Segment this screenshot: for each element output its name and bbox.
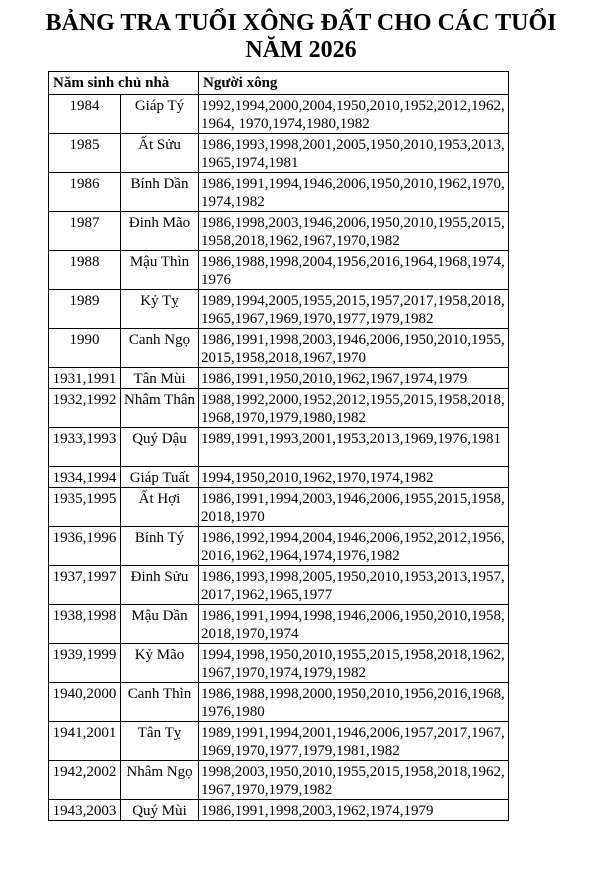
year-cell: 1933,1993 (49, 428, 121, 467)
year-cell: 1943,2003 (49, 800, 121, 821)
can-chi-cell: Kỷ Mão (121, 644, 199, 683)
year-cell: 1986 (49, 173, 121, 212)
table-row (49, 527, 509, 566)
can-chi-cell: Mậu Dần (121, 605, 199, 644)
can-chi-cell: Canh Ngọ (121, 329, 199, 368)
can-chi-cell: Bính Dần (121, 173, 199, 212)
year-cell: 1942,2002 (49, 761, 121, 800)
guest-years-cell: 1986,1991,1994,2003,1946,2006,1955,2015,1958,2018,1970 (199, 488, 509, 527)
guest-years-cell: 1986,1991,1994,1998,1946,2006,1950,2010,1958,2018,1970,1974 (199, 605, 509, 644)
header-host-birth-year: Năm sinh chủ nhà (49, 72, 199, 95)
year-cell: 1990 (49, 329, 121, 368)
table-row (49, 134, 509, 173)
guest-years-cell: 1998,2003,1950,2010,1955,2015,1958,2018,1962,1967,1970,1979,1982 (199, 761, 509, 800)
can-chi-cell: Kỷ Tỵ (121, 290, 199, 329)
guest-years-cell: 1988,1992,2000,1952,2012,1955,2015,1958,2018,1968,1970,1979,1980,1982 (199, 389, 509, 428)
year-cell: 1935,1995 (49, 488, 121, 527)
year-cell: 1934,1994 (49, 467, 121, 488)
guest-years-cell: 1986,1991,1994,1946,2006,1950,2010,1962,1970,1974,1982 (199, 173, 509, 212)
can-chi-cell: Quý Dậu (121, 428, 199, 467)
guest-years-cell: 1989,1994,2005,1955,2015,1957,2017,1958,2018,1965,1967,1969,1970,1977,1979,1982 (199, 290, 509, 329)
guest-years-cell: 1986,1993,1998,2005,1950,2010,1953,2013,1957,2017,1962,1965,1977 (199, 566, 509, 605)
lookup-table (48, 71, 509, 821)
can-chi-cell: Giáp Tuất (121, 467, 199, 488)
can-chi-cell: Ất Sửu (121, 134, 199, 173)
year-cell: 1984 (49, 95, 121, 134)
can-chi-cell: Giáp Tý (121, 95, 199, 134)
table-row (49, 761, 509, 800)
guest-years-cell: 1994,1998,1950,2010,1955,2015,1958,2018,1962,1967,1970,1974,1979,1982 (199, 644, 509, 683)
guest-years-cell: 1994,1950,2010,1962,1970,1974,1982 (199, 467, 509, 488)
table-header-row (49, 72, 509, 95)
can-chi-cell: Bính Tý (121, 527, 199, 566)
year-cell: 1940,2000 (49, 683, 121, 722)
year-cell: 1988 (49, 251, 121, 290)
table-row (49, 488, 509, 527)
year-cell: 1985 (49, 134, 121, 173)
guest-years-cell: 1989,1991,1993,2001,1953,2013,1969,1976,1981 (199, 428, 509, 467)
table-row (49, 428, 509, 467)
table-row (49, 605, 509, 644)
guest-years-cell: 1986,1988,1998,2000,1950,2010,1956,2016,1968,1976,1980 (199, 683, 509, 722)
table-body (49, 95, 509, 821)
table-row (49, 722, 509, 761)
guest-years-cell: 1992,1994,2000,2004,1950,2010,1952,2012,1962,1964, 1970,1974,1980,1982 (199, 95, 509, 134)
table-row (49, 368, 509, 389)
year-cell: 1937,1997 (49, 566, 121, 605)
year-cell: 1989 (49, 290, 121, 329)
table-row (49, 644, 509, 683)
guest-years-cell: 1986,1998,2003,1946,2006,1950,2010,1955,2015,1958,2018,1962,1967,1970,1982 (199, 212, 509, 251)
year-cell: 1939,1999 (49, 644, 121, 683)
can-chi-cell: Canh Thìn (121, 683, 199, 722)
header-guest: Người xông (199, 72, 509, 95)
can-chi-cell: Đinh Mão (121, 212, 199, 251)
year-cell: 1936,1996 (49, 527, 121, 566)
page-title: BẢNG TRA TUỔI XÔNG ĐẤT CHO CÁC TUỔI NĂM 2026 (45, 10, 557, 63)
guest-years-cell: 1989,1991,1994,2001,1946,2006,1957,2017,1967,1969,1970,1977,1979,1981,1982 (199, 722, 509, 761)
year-cell: 1938,1998 (49, 605, 121, 644)
year-cell: 1987 (49, 212, 121, 251)
can-chi-cell: Quý Mùi (121, 800, 199, 821)
guest-years-cell: 1986,1991,1950,2010,1962,1967,1974,1979 (199, 368, 509, 389)
table-row (49, 212, 509, 251)
year-cell: 1932,1992 (49, 389, 121, 428)
guest-years-cell: 1986,1993,1998,2001,2005,1950,2010,1953,2013,1965,1974,1981 (199, 134, 509, 173)
table-row (49, 467, 509, 488)
table-row (49, 173, 509, 212)
guest-years-cell: 1986,1988,1998,2004,1956,2016,1964,1968,1974,1976 (199, 251, 509, 290)
guest-years-cell: 1986,1991,1998,2003,1946,2006,1950,2010,1955,2015,1958,2018,1967,1970 (199, 329, 509, 368)
year-cell: 1941,2001 (49, 722, 121, 761)
guest-years-cell: 1986,1991,1998,2003,1962,1974,1979 (199, 800, 509, 821)
table-row (49, 95, 509, 134)
can-chi-cell: Đinh Sửu (121, 566, 199, 605)
table-row (49, 800, 509, 821)
can-chi-cell: Nhâm Ngọ (121, 761, 199, 800)
year-cell: 1931,1991 (49, 368, 121, 389)
guest-years-cell: 1986,1992,1994,2004,1946,2006,1952,2012,1956,2016,1962,1964,1974,1976,1982 (199, 527, 509, 566)
table-row (49, 251, 509, 290)
can-chi-cell: Mậu Thìn (121, 251, 199, 290)
can-chi-cell: Tân Tỵ (121, 722, 199, 761)
table-row (49, 566, 509, 605)
table-row (49, 329, 509, 368)
can-chi-cell: Ất Hợi (121, 488, 199, 527)
table-row (49, 290, 509, 329)
table-row (49, 683, 509, 722)
can-chi-cell: Nhâm Thân (121, 389, 199, 428)
table-row (49, 389, 509, 428)
can-chi-cell: Tân Mùi (121, 368, 199, 389)
